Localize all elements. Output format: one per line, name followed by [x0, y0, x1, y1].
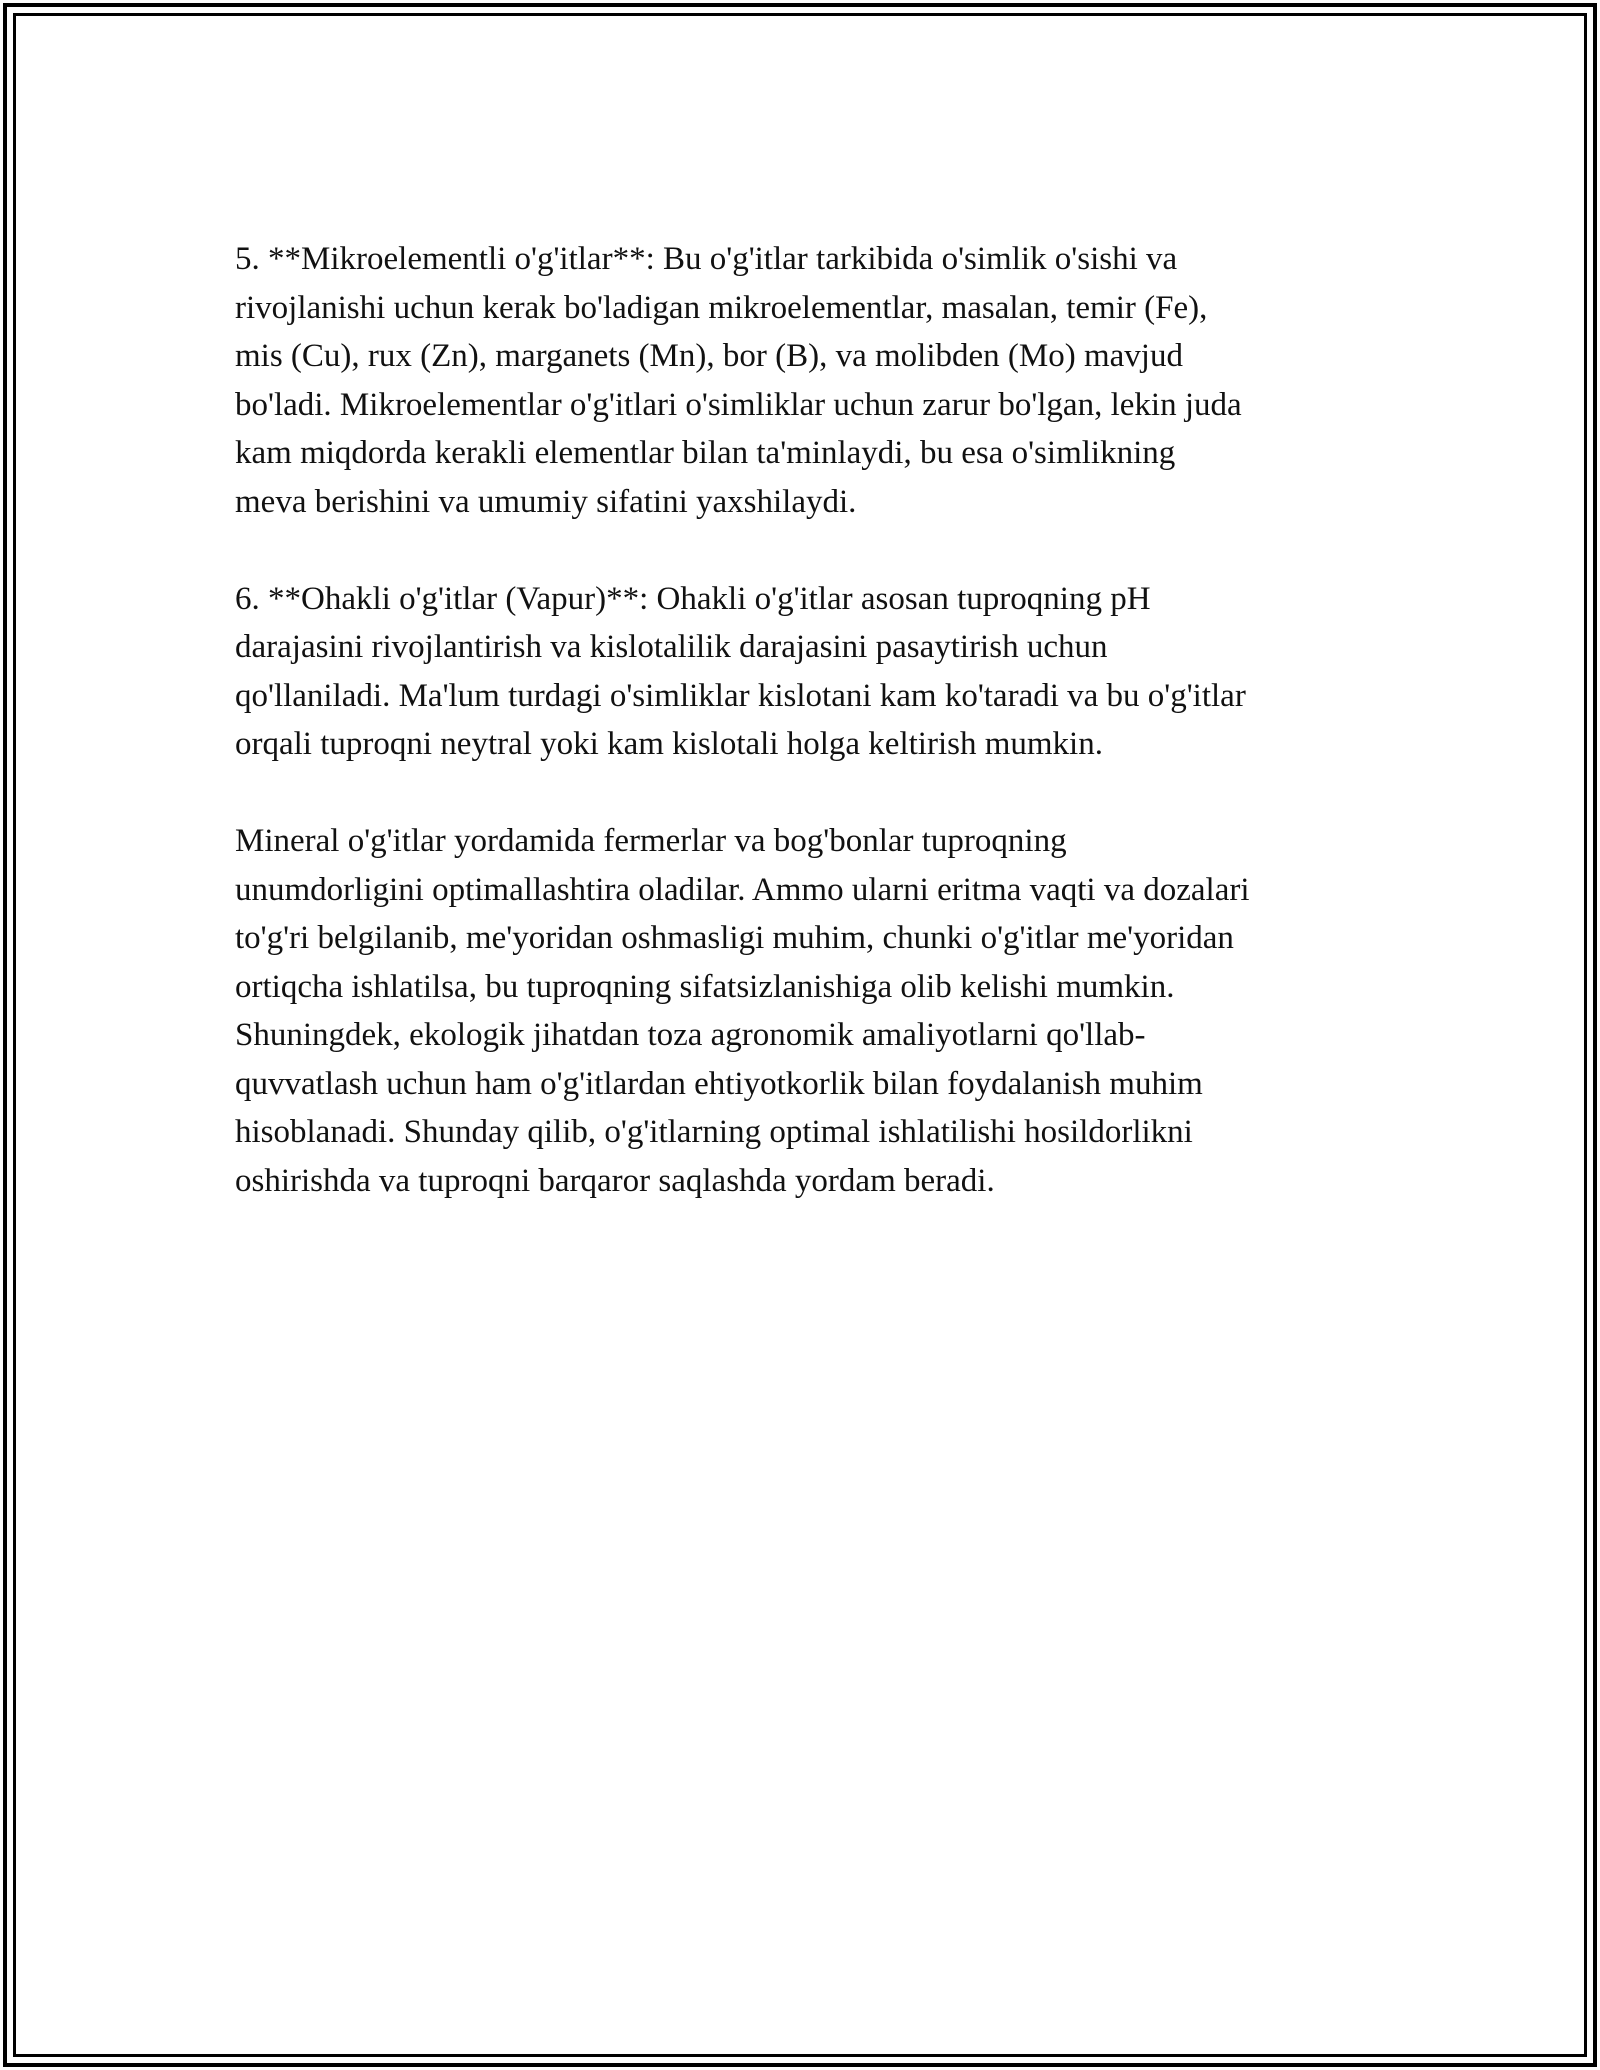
paragraph-microelement-fertilizers: 5. **Mikroelementli o'g'itlar**: Bu o'g'itlar tarkibida o'simlik o'sishi va rivojlanishi uchun kerak bo'ladigan mikroelementlar, masalan, temir (Fe), mis (Cu), rux (Zn), marganets (Mn), bor (B), va molibden (Mo) mavjud bo'ladi. Mikroelementlar o'g'itlari o'simliklar uchun zarur bo'lgan, lekin juda kam miqdorda kerakli elementlar bilan ta'minlaydi, bu esa o'simlikning meva berishini va umumiy sifatini yaxshilaydi. [235, 241, 1242, 520]
paragraph-lime-fertilizers: 6. **Ohakli o'g'itlar (Vapur)**: Ohakli o'g'itlar asosan tuproqning pH darajasini rivojlantirish va kislotalilik darajasini pasaytirish uchun qo'llaniladi. Ma'lum turdagi o'simliklar kislotani kam ko'taradi va bu o'g'itlar orqali tuproqni neytral yoki kam kislotali holga keltirish mumkin. [235, 580, 1246, 762]
paragraph-conclusion: Mineral o'g'itlar yordamida fermerlar va bog'bonlar tuproqning unumdorligini optimallashtira oladilar. Ammo ularni eritma vaqti va dozalari to'g'ri belgilanib, me'yoridan oshmasligi muhim, chunki o'g'itlar me'yoridan ortiqcha ishlatilsa, bu tuproqning sifatsizlanishiga olib kelishi mumkin. Shuningdek, ekologik jihatdan toza agronomik amaliyotlarni qo'llab- quvvatlash uchun ham o'g'itlardan ehtiyotkorlik bilan foydalanish muhim hisoblanadi. Shunday qilib, o'g'itlarning optimal ishlatilishi hosildorlikni oshirishda va tuproqni barqaror saqlashda yordam beradi. [235, 823, 1250, 1199]
document-body [235, 235, 1375, 1254]
